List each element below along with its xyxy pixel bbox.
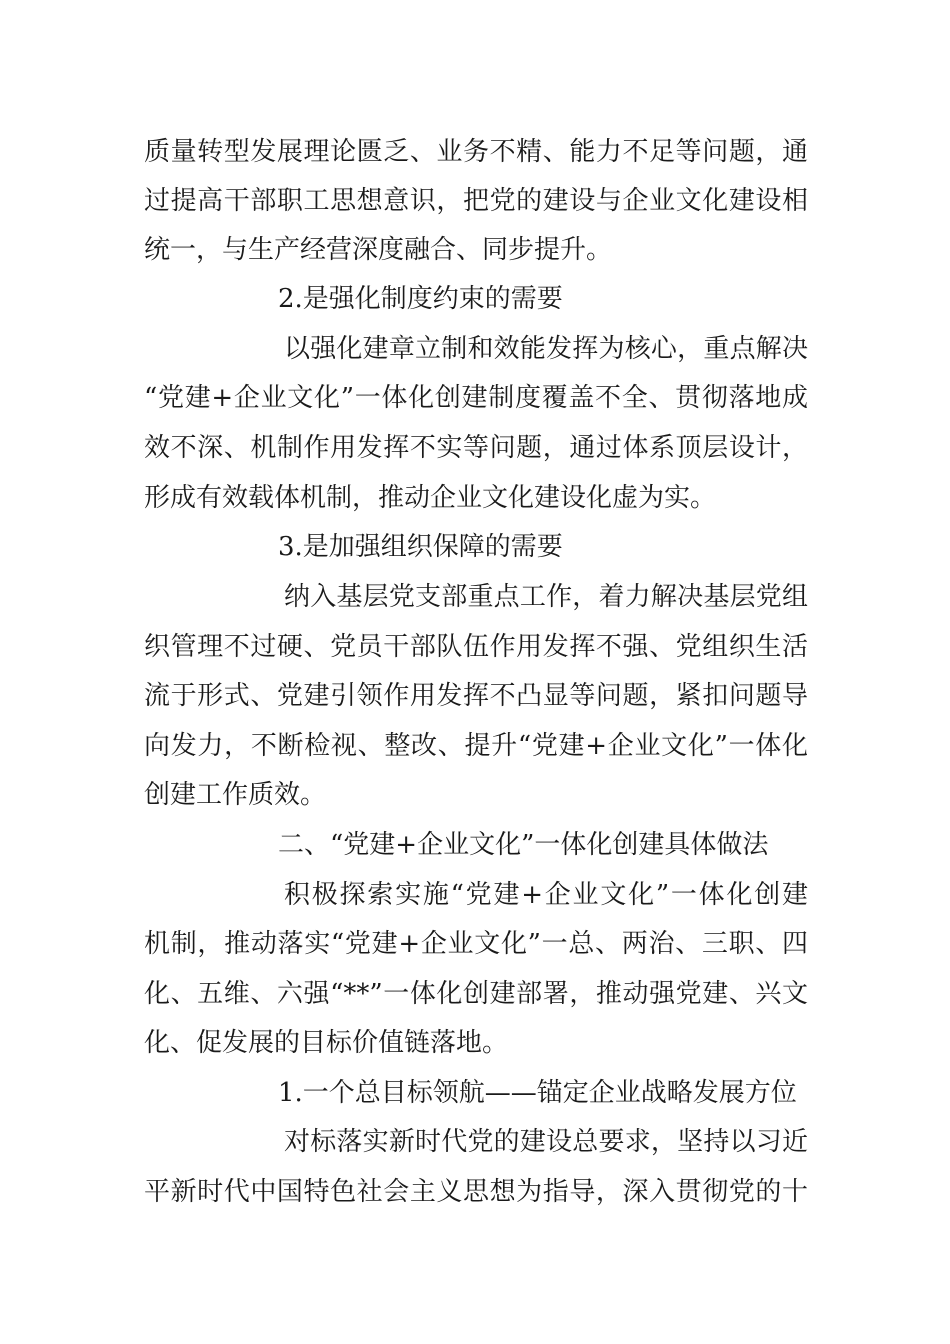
body-text-line: 向发力，不断检视、整改、提升“党建+企业文化”一体化	[144, 731, 808, 761]
body-text-line: “党建+企业文化”一体化创建制度覆盖不全、贯彻落地成	[144, 383, 808, 413]
body-text-line: 过提高干部职工思想意识，把党的建设与企业文化建设相	[144, 186, 808, 216]
body-text-line: 机制，推动落实“党建+企业文化”一总、两治、三职、四	[144, 929, 808, 959]
section-heading: 1.一个总目标领航——锚定企业战略发展方位	[278, 1078, 797, 1108]
body-text-line: 以强化建章立制和效能发挥为核心，重点解决	[284, 334, 808, 364]
section-heading: 二、“党建+企业文化”一体化创建具体做法	[278, 830, 769, 860]
body-text-line: 纳入基层党支部重点工作，着力解决基层党组	[284, 582, 808, 612]
body-text-line: 化、五维、六强“**”一体化创建部署，推动强党建、兴文	[144, 979, 808, 1009]
body-text-line: 统一，与生产经营深度融合、同步提升。	[144, 235, 613, 265]
body-text-line: 平新时代中国特色社会主义思想为指导，深入贯彻党的十	[144, 1177, 808, 1207]
body-text-line: 化、促发展的目标价值链落地。	[144, 1028, 509, 1058]
body-text-line: 效不深、机制作用发挥不实等问题，通过体系顶层设计，	[144, 433, 808, 463]
body-text-line: 创建工作质效。	[144, 780, 327, 810]
section-heading: 3.是加强组织保障的需要	[278, 532, 563, 562]
body-text-line: 形成有效载体机制，推动企业文化建设化虚为实。	[144, 483, 717, 513]
section-heading: 2.是强化制度约束的需要	[278, 284, 563, 314]
body-text-line: 织管理不过硬、党员干部队伍作用发挥不强、党组织生活	[144, 632, 808, 662]
body-text-line: 对标落实新时代党的建设总要求，坚持以习近	[284, 1127, 808, 1157]
body-text-line: 积极探索实施“党建+企业文化”一体化创建	[284, 880, 808, 910]
body-text-line: 流于形式、党建引领作用发挥不凸显等问题，紧扣问题导	[144, 681, 808, 711]
body-text-line: 质量转型发展理论匮乏、业务不精、能力不足等问题，通	[144, 137, 808, 167]
